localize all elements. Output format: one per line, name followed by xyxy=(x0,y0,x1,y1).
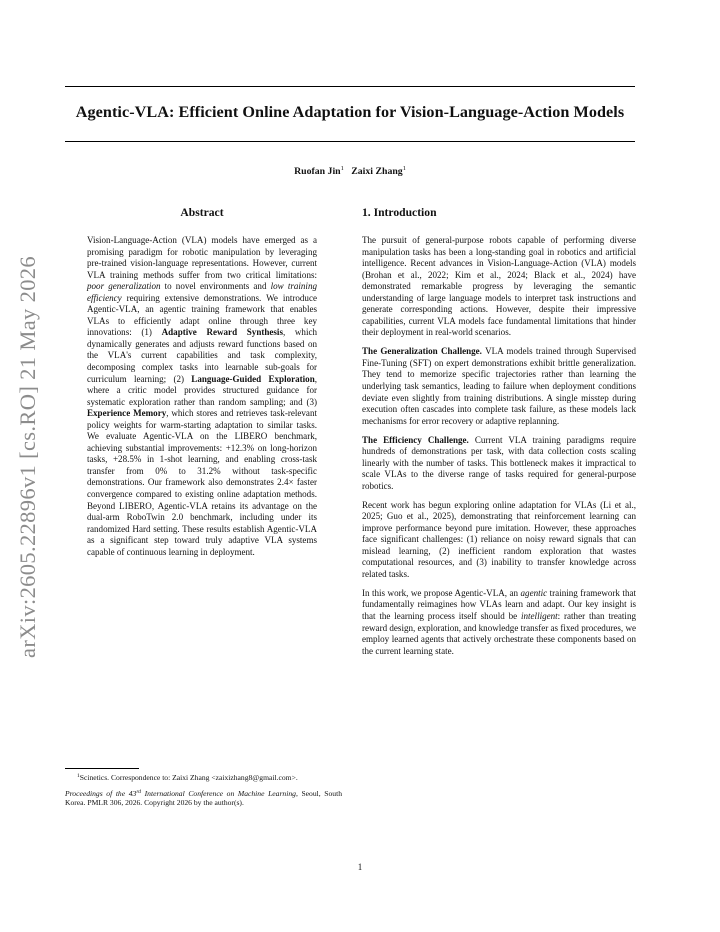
introduction-heading: 1. Introduction xyxy=(362,206,437,219)
proceedings-venue: International Conference on Machine Learning xyxy=(141,788,296,798)
left-column xyxy=(87,200,317,566)
intro-paragraph xyxy=(362,235,636,339)
italic-phrase: low training efficiency xyxy=(87,281,317,303)
proceedings-footnote xyxy=(65,788,342,808)
affiliation-footnote xyxy=(65,772,342,783)
intro-paragraph-proposal xyxy=(362,588,636,657)
italic-phrase: poor generalization xyxy=(87,281,161,292)
bold-phrase: The Generalization Challenge. xyxy=(362,346,482,357)
title-bottom-rule xyxy=(65,141,635,142)
text-run: , which dynamically generates and adjusts reward functions based on the VLA's current capabilities and task complexity, decomposing complex tasks into learnable sub-goals for curriculum learning; (2) xyxy=(87,327,317,384)
footnote-mark: 1 xyxy=(77,773,80,779)
page-number: 1 xyxy=(357,862,363,872)
text-run: requiring extensive demonstrations. We introduce Agentic-VLA, an agentic training framework that enables VLAs to efficiently adapt online through three key innovations: (1) xyxy=(87,292,317,338)
author-name: Zaixi Zhang xyxy=(351,166,403,177)
author-name: Ruofan Jin xyxy=(294,166,341,177)
italic-phrase: intelligent xyxy=(520,610,558,621)
author-affiliation-mark: 1 xyxy=(340,165,344,172)
bold-phrase: Language-Guided Exploration xyxy=(191,373,315,384)
text-run: VLA models trained through Supervised Fine-Tuning (SFT) on expert demonstrations exhibit brittle generalization. They tend to memorize specific trajectories rather than learning the underlying task semantics, leading to failure when deployment conditions deviate even slightly from training distributions. A single misstep during execution often cascades into complete task failure, as these models lack mechanisms for error recovery or adaptive replanning. xyxy=(362,346,636,426)
footnotes xyxy=(65,772,342,813)
intro-paragraph-related-work xyxy=(362,500,636,581)
author-list xyxy=(65,165,635,177)
text-run: , where a critic model provides structured guidance for systematic exploration rather than random sampling; and (3) xyxy=(87,373,317,407)
italic-phrase: agentic xyxy=(520,587,548,598)
text-run: to novel environments and xyxy=(160,281,271,292)
footnote-rule xyxy=(65,768,139,769)
abstract-text xyxy=(87,235,317,558)
author-affiliation-mark: 1 xyxy=(402,165,406,172)
text-run: training framework that fundamentally reimagines how VLAs learn and adapt. Our key insight is that the learning process itself should be xyxy=(362,587,636,621)
title-top-rule xyxy=(65,86,635,87)
text-run: , which stores and retrieves task-relevant policy weights for warm-starting adaptation to similar tasks. We evaluate Agentic-VLA on the LIBERO benchmark, achieving substantial improvements: +12.3% on long-horizon tasks, +28.5% in 1-shot learning, and enabling cross-task transfer from 0% to 31.2% without task-specific demonstrations. Our framework also demonstrates 2.4× faster convergence compared to existing online adaptation methods. Beyond LIBERO, Agentic-VLA retains its advantage on the dual-arm RoboTwin 2.0 benchmark, including under its randomized Hard setting. These results establish Agentic-VLA as a significant step toward truly adaptive VLA systems capable of continuous learning in deployment. xyxy=(87,408,317,557)
paper-title: Agentic-VLA: Efficient Online Adaptation for Vision-Language-Action Models xyxy=(75,103,625,121)
text-run: The pursuit of general-purpose robots capable of performing diverse manipulation tasks has been a long-standing goal in robotics and artificial intelligence. Recent advances in Vision-Language-Action (VLA) models (Brohan et al., 2022; Kim et al., 2024; Black et al., 2024) have demonstrated remarkable progress by leveraging the semantic understanding of large language models to interpret task instructions and generate corresponding actions. However, despite their impressive capabilities, current VLA models face fundamental limitations that hinder their deployment in real-world scenarios. xyxy=(362,235,636,338)
bold-phrase: Adaptive Reward Synthesis xyxy=(161,327,283,338)
arxiv-identifier-stamp: arXiv:2605.22896v1 [cs.RO] 21 May 2026 xyxy=(15,255,40,658)
proceedings-prefix: Proceedings of the 43 xyxy=(65,788,137,798)
affiliation-footnote-text: Scinetics. Correspondence to: Zaixi Zhang <zaixizhang8@gmail.com>. xyxy=(79,773,298,782)
abstract-heading: Abstract xyxy=(180,206,224,219)
proceedings-suffix: , Seoul, South Korea. PMLR 306, 2026. Copyright 2026 by the author(s). xyxy=(65,788,342,808)
intro-paragraph-generalization xyxy=(362,346,636,427)
right-column xyxy=(362,200,636,665)
bold-phrase: Experience Memory xyxy=(87,408,167,419)
proceedings-ordinal: rd xyxy=(136,788,142,795)
text-run: : rather than treating reward design, exploration, and knowledge transfer as fixed procedures, we employ learned agents that actively orchestrate these components based on the current learning state. xyxy=(362,610,636,656)
intro-paragraph-efficiency xyxy=(362,435,636,493)
text-run: Recent work has begun exploring online adaptation for VLAs (Li et al., 2025; Guo et al., 2025), demonstrating that reinforcement learning can improve performance beyond pure imitation. However, these approaches face significant challenges: (1) reliance on noisy reward signals that can mislead learning, (2) inefficient random exploration that wastes computational resources, and (3) inability to transfer knowledge across related tasks. xyxy=(362,499,636,579)
text-run: Current VLA training paradigms require hundreds of demonstrations per task, with data collection costs scaling linearly with the number of tasks. This bottleneck makes it impractical to scale VLAs to the diverse range of tasks required for general-purpose robotics. xyxy=(362,434,636,491)
bold-phrase: The Efficiency Challenge. xyxy=(362,434,469,445)
text-run: In this work, we propose Agentic-VLA, an xyxy=(362,587,521,598)
text-run: Vision-Language-Action (VLA) models have emerged as a promising paradigm for robotic manipulation by leveraging pre-trained vision-language representations. However, current VLA training methods suffer from two critical limitations: xyxy=(87,235,317,280)
